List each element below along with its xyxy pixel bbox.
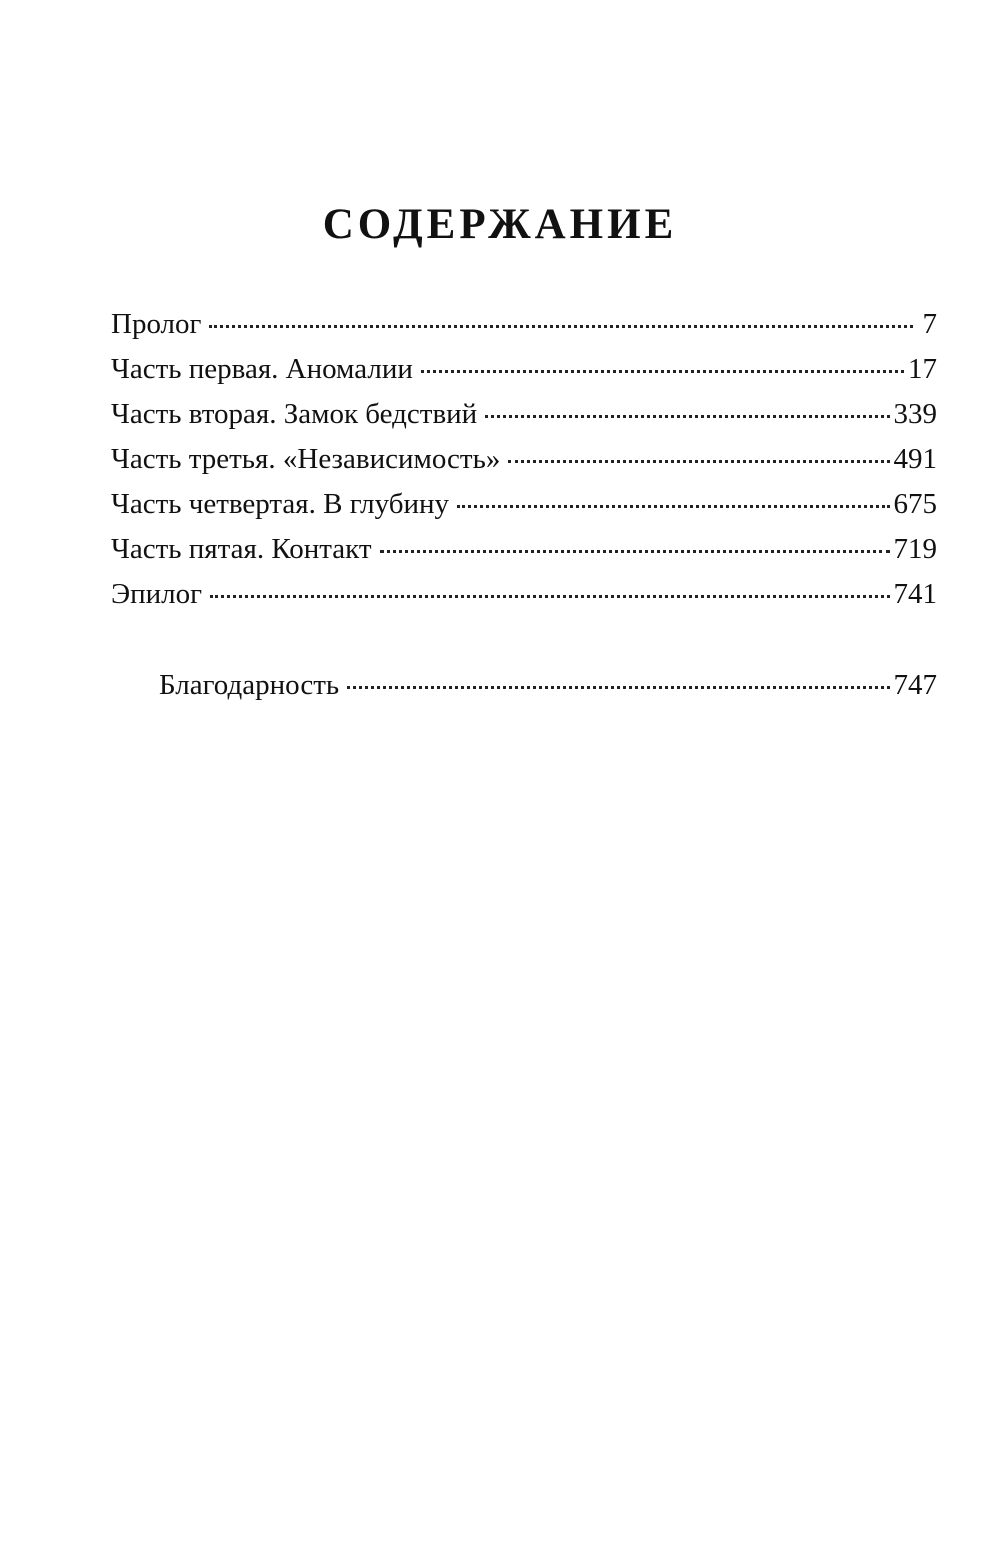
toc-page-number: 747 bbox=[893, 669, 937, 701]
toc-page-number: 741 bbox=[893, 578, 937, 610]
toc-entry-label: Часть первая. Аномалии bbox=[111, 353, 413, 385]
dot-leader bbox=[508, 460, 889, 463]
dot-leader bbox=[457, 505, 889, 508]
toc-entry-acknowledgements bbox=[111, 669, 937, 714]
dot-leader bbox=[209, 325, 913, 328]
toc-entry-label: Часть вторая. Замок бедствий bbox=[111, 398, 478, 430]
page-title: СОДЕРЖАНИЕ bbox=[322, 201, 678, 248]
toc-page-number: 17 bbox=[908, 353, 937, 385]
toc-entry-label: Благодарность bbox=[159, 669, 340, 701]
toc-entry-prologue bbox=[111, 308, 937, 353]
toc-page-number: 675 bbox=[893, 488, 937, 520]
dot-leader bbox=[421, 370, 904, 373]
toc-entry-part-five bbox=[111, 533, 937, 578]
toc-entry-label: Часть третья. «Независимость» bbox=[111, 443, 501, 475]
toc-page-number: 719 bbox=[893, 533, 937, 565]
toc-page-number: 339 bbox=[893, 398, 937, 430]
toc-entry-part-one bbox=[111, 353, 937, 398]
dot-leader bbox=[347, 686, 889, 689]
toc-entry-label: Часть пятая. Контакт bbox=[111, 533, 372, 565]
toc-entry-part-two bbox=[111, 398, 937, 443]
toc-entry-label: Эпилог bbox=[111, 578, 203, 610]
toc-entry-part-four bbox=[111, 488, 937, 533]
toc-page-number: 7 bbox=[922, 308, 937, 340]
toc-entry-part-three bbox=[111, 443, 937, 488]
toc-entry-label: Часть четвертая. В глубину bbox=[111, 488, 450, 520]
toc-page-number: 491 bbox=[893, 443, 937, 475]
table-of-contents bbox=[111, 308, 937, 714]
toc-entry-label: Пролог bbox=[111, 308, 202, 340]
dot-leader bbox=[210, 595, 889, 598]
toc-entry-epilogue bbox=[111, 578, 937, 623]
dot-leader bbox=[485, 415, 889, 418]
dot-leader bbox=[380, 550, 890, 553]
